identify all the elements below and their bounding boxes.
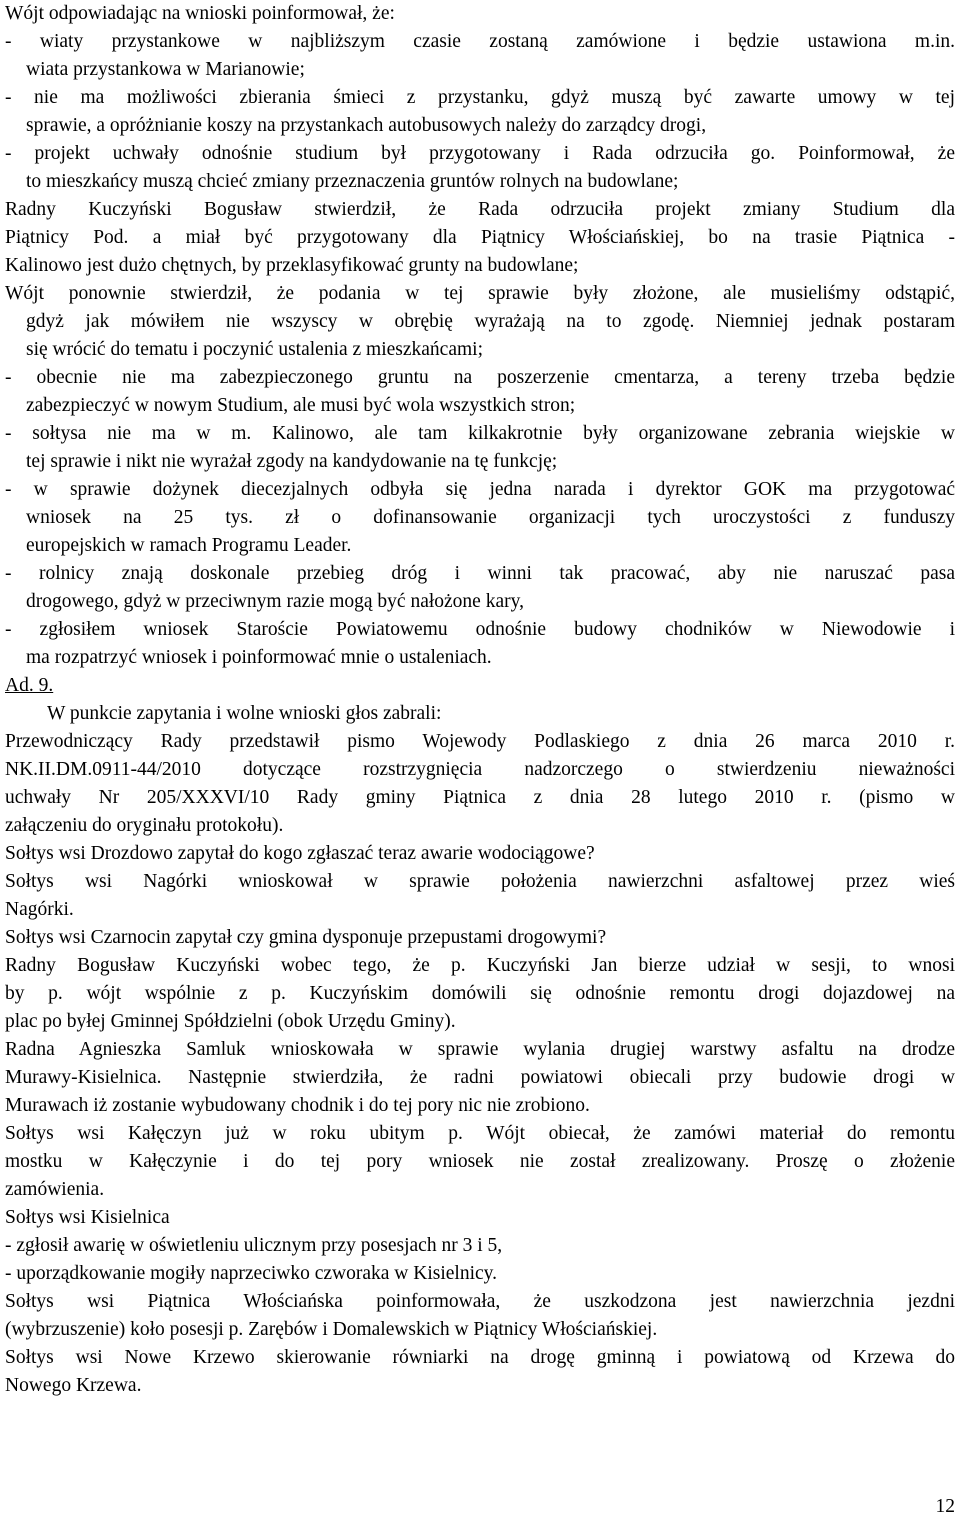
text-line: uchwały Nr 205/XXXVI/10 Rady gminy Piątnica z dnia 28 lutego 2010 r. (pismo w bbox=[5, 787, 955, 808]
text-line: Sołtys wsi Nowe Krzewo skierowanie równiarki na drogę gminną i powiatową od Krzewa do bbox=[5, 1347, 955, 1368]
text-line: się wrócić do tematu i poczynić ustalenia z mieszkańcami; bbox=[26, 339, 483, 360]
text-line: NK.II.DM.0911-44/2010 dotyczące rozstrzygnięcia nadzorczego o stwierdzeniu nieważności bbox=[5, 759, 955, 780]
text-line: W punkcie zapytania i wolne wnioski głos zabrali: bbox=[47, 703, 442, 724]
section-heading bbox=[5, 672, 955, 700]
text-line: Nagórki. bbox=[5, 899, 74, 920]
text-line: Radny Bogusław Kuczyński wobec tego, że p. Kuczyński Jan bierze udział w sesji, to wnosi bbox=[5, 955, 955, 976]
text-line: Murawy-Kisielnica. Następnie stwierdziła, że radni powiatowi obiecali przy budowie drogi w bbox=[5, 1067, 955, 1088]
text-line: Sołtys wsi Czarnocin zapytał czy gmina dysponuje przepustami drogowymi? bbox=[5, 927, 607, 948]
text-line: wiata przystankowa w Marianowie; bbox=[26, 59, 305, 80]
text-line: zamówienia. bbox=[5, 1179, 105, 1200]
text-line: tej sprawie i nikt nie wyrażał zgody na kandydowanie na tę funkcję; bbox=[26, 451, 558, 472]
text-line: - w sprawie dożynek diecezjalnych odbyła się jedna narada i dyrektor GOK ma przygotować bbox=[5, 479, 955, 500]
text-line: Przewodniczący Rady przedstawił pismo Wojewody Podlaskiego z dnia 26 marca 2010 r. bbox=[5, 731, 955, 752]
text-line: Piątnicy Pod. a miał być przygotowany dla Piątnicy Włościańskiej, bo na trasie Piątnica - bbox=[5, 227, 955, 248]
text-line: - nie ma możliwości zbierania śmieci z przystanku, gdyż muszą być zawarte umowy w tej bbox=[5, 87, 955, 108]
text-line: - uporządkowanie mogiły naprzeciwko czworaka w Kisielnicy. bbox=[5, 1263, 498, 1284]
text-line: wniosek na 25 tys. zł o dofinansowanie organizacji tych uroczystości z funduszy bbox=[26, 507, 955, 528]
text-line: (wybrzuszenie) koło posesji p. Zarębów i Domalewskich w Piątnicy Włościańskiej. bbox=[5, 1319, 658, 1340]
text-line: drogowego, gdyż w przeciwnym razie mogą być nałożone kary, bbox=[26, 591, 524, 612]
text-line: Sołtys wsi Piątnica Włościańska poinformowała, że uszkodzona jest nawierzchnia jezdni bbox=[5, 1291, 955, 1312]
text-line: - projekt uchwały odnośnie studium był przygotowany i Rada odrzuciła go. Poinformował, że bbox=[5, 143, 955, 164]
text-line: Murawach iż zostanie wybudowany chodnik i do tej pory nic nie zrobiono. bbox=[5, 1095, 590, 1116]
text-line: - rolnicy znają doskonale przebieg dróg i winni tak pracować, aby nie naruszać pasa bbox=[5, 563, 955, 584]
text-line: Sołtys wsi Nagórki wnioskował w sprawie położenia nawierzchni asfaltowej przez wieś bbox=[5, 871, 955, 892]
text-line: - sołtysa nie ma w m. Kalinowo, ale tam kilkakrotnie były organizowane zebrania wiejskie w bbox=[5, 423, 955, 444]
text-line: by p. wójt wspólnie z p. Kuczyńskim domówili się odnośnie remontu drogi dojazdowej na bbox=[5, 983, 955, 1004]
text-line: - zgłosił awarię w oświetleniu ulicznym przy posesjach nr 3 i 5, bbox=[5, 1235, 503, 1256]
text-line: Wójt odpowiadając na wnioski poinformował, że: bbox=[5, 3, 395, 24]
page-number: 12 bbox=[935, 1496, 955, 1517]
text-line: Nowego Krzewa. bbox=[5, 1375, 142, 1396]
text-line: Radny Kuczyński Bogusław stwierdził, że Rada odrzuciła projekt zmiany Studium dla bbox=[5, 199, 955, 220]
text-line: sprawie, a opróżnianie koszy na przystankach autobusowych należy do zarządcy drogi, bbox=[26, 115, 707, 136]
text-line: - wiaty przystankowe w najbliższym czasie zostaną zamówione i będzie ustawiona m.in. bbox=[5, 31, 955, 52]
text-line: gdyż jak mówiłem nie wszyscy w obrębię wyrażają na to zgodę. Niemniej jednak postaram bbox=[26, 311, 955, 332]
text-line: Wójt ponownie stwierdził, że podania w tej sprawie były złożone, ale musieliśmy odstąpić, bbox=[5, 283, 955, 304]
text-line: Kalinowo jest dużo chętnych, by przeklasyfikować grunty na budowlane; bbox=[5, 255, 579, 276]
text-line: zabezpieczyć w nowym Studium, ale musi być wola wszystkich stron; bbox=[26, 395, 576, 416]
text-line: to mieszkańcy muszą chcieć zmiany przeznaczenia gruntów rolnych na budowlane; bbox=[26, 171, 679, 192]
text-line: - zgłosiłem wniosek Staroście Powiatowemu odnośnie budowy chodników w Niewodowie i bbox=[5, 619, 955, 640]
text-line: Sołtys wsi Drozdowo zapytał do kogo zgłaszać teraz awarie wodociągowe? bbox=[5, 843, 595, 864]
text-line: mostku w Kałęczynie i do tej pory wniosek nie został zrealizowany. Proszę o złożenie bbox=[5, 1151, 955, 1172]
text-line: - obecnie nie ma zabezpieczonego gruntu na poszerzenie cmentarza, a tereny trzeba będzie bbox=[5, 367, 955, 388]
text-line: załączeniu do oryginału protokołu). bbox=[5, 815, 284, 836]
text-line: europejskich w ramach Programu Leader. bbox=[26, 535, 352, 556]
text-line: Sołtys wsi Kałęczyn już w roku ubitym p. Wójt obiecał, że zamówi materiał do remontu bbox=[5, 1123, 955, 1144]
text-line: Radna Agnieszka Samluk wnioskowała w sprawie wylania drugiej warstwy asfaltu na drodze bbox=[5, 1039, 955, 1060]
text-line: plac po byłej Gminnej Spółdzielni (obok Urzędu Gminy). bbox=[5, 1011, 456, 1032]
text-line: Sołtys wsi Kisielnica bbox=[5, 1207, 170, 1228]
section-heading-text: Ad. 9. bbox=[5, 675, 54, 696]
text-line: ma rozpatrzyć wniosek i poinformować mnie o ustaleniach. bbox=[26, 647, 492, 668]
